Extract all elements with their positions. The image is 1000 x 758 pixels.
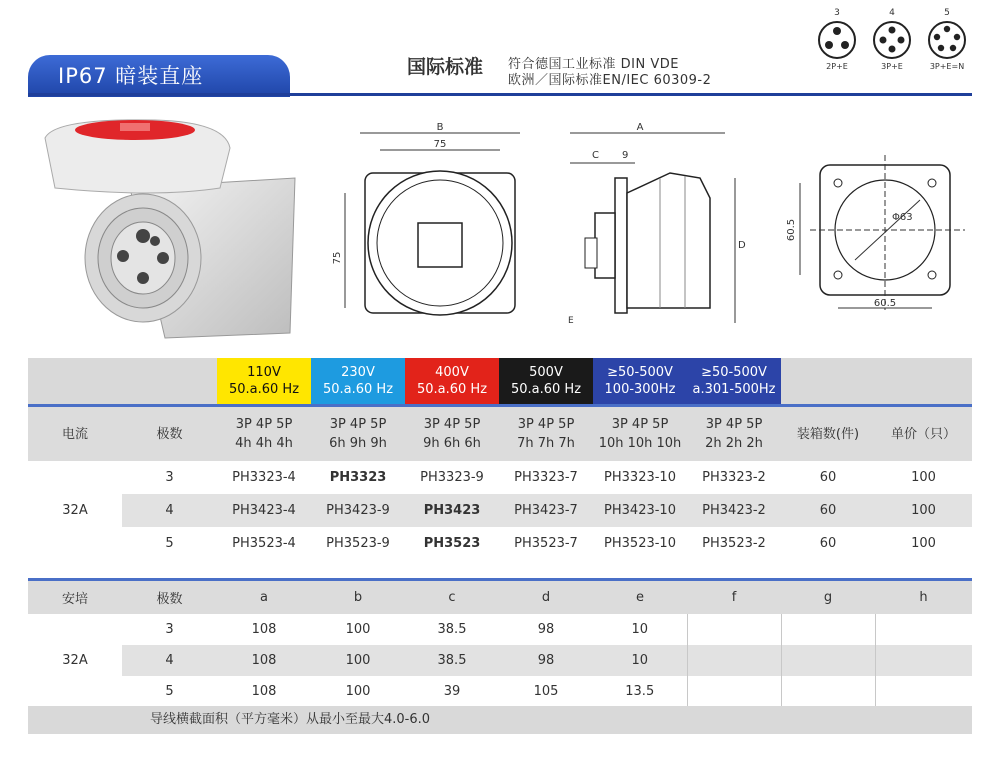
pin-label: 2P+E (826, 62, 848, 71)
dim-75-width-label: 75 (433, 139, 447, 150)
header-divider (28, 93, 972, 96)
dimension-cell (781, 645, 875, 676)
table-header-row (28, 581, 972, 614)
dimension-cell: 108 (251, 622, 277, 637)
frequency-label: 50.a.60 Hz (416, 382, 488, 397)
header-cell: 极数 (156, 592, 183, 607)
model-cell: PH3523-4 (232, 536, 296, 551)
model-cell: PH3523-2 (702, 536, 766, 551)
empty-cell (122, 358, 217, 404)
model-cell: PH3423-10 (604, 503, 676, 518)
voltage-cell-500v (499, 358, 593, 404)
voltage-label: 400V (435, 365, 469, 380)
pin-number: 4 (889, 8, 895, 18)
standard-line-1: 符合德国工业标准 DIN VDE (508, 57, 679, 72)
dimension-cell: 98 (537, 653, 555, 668)
dim-d-label: D (738, 240, 746, 251)
dimension-cell: 10 (631, 622, 649, 637)
voltage-cell-400v (405, 358, 499, 404)
dimension-cell (781, 676, 875, 707)
dimension-cell (875, 614, 972, 645)
model-cell: PH3523 (423, 536, 481, 551)
header-cell: g (823, 590, 833, 605)
model-cell: PH3423-7 (514, 503, 578, 518)
frequency-label: 50.a.60 Hz (228, 382, 300, 397)
socket-3pin-icon (817, 20, 857, 60)
table-row (28, 527, 972, 560)
poles-cell: 5 (165, 684, 174, 699)
header-cell: d (541, 590, 551, 605)
voltage-cell-50-500v-high (687, 358, 781, 404)
voltage-label: 230V (341, 365, 375, 380)
box-qty-cell: 60 (819, 470, 837, 485)
current-cell: 32A (28, 461, 122, 560)
table-row (28, 676, 972, 707)
page-title: IP67 暗装直座 (28, 55, 290, 97)
header-cell: 3P 4P 5P 7h 7h 7h (517, 417, 575, 451)
pin-label: 3P+E (881, 62, 903, 71)
voltage-label: ≥50-500V (701, 365, 767, 380)
poles-cell: 5 (165, 536, 174, 551)
model-cell: PH3523-9 (326, 536, 390, 551)
model-cell: PH3323 (329, 470, 387, 485)
voltage-cell-110v (217, 358, 311, 404)
dimension-cell (687, 645, 781, 676)
dimension-cell: 13.5 (625, 684, 655, 699)
header-cell: e (636, 590, 644, 605)
dim-b-label: B (436, 122, 444, 133)
header-cell: 极数 (156, 426, 183, 442)
table-header-row (28, 407, 972, 461)
dim-60-5-width-label: 60.5 (873, 298, 897, 309)
header-cell: h (919, 590, 928, 605)
voltage-cell-230v (311, 358, 405, 404)
dim-60-5-height-label: 60.5 (786, 218, 797, 242)
model-cell: PH3323-9 (420, 470, 484, 485)
voltage-row (28, 358, 972, 404)
dim-c-label: C (592, 150, 599, 161)
dimension-cell: 38.5 (437, 622, 467, 637)
frequency-label: 50.a.60 Hz (322, 382, 394, 397)
socket-4pin-icon (872, 20, 912, 60)
header-cell: 3P 4P 5P 4h 4h 4h (235, 417, 293, 451)
frequency-label: 100-300Hz (604, 382, 676, 397)
header-cell: 装箱数(件) (796, 426, 860, 442)
poles-cell: 4 (165, 503, 174, 518)
header-cell: 单价（只） (890, 426, 956, 442)
dimension-table (28, 578, 972, 707)
dimension-cell: 100 (345, 684, 371, 699)
dimension-cell (781, 614, 875, 645)
pin-label: 3P+E=N (929, 62, 965, 71)
model-cell: PH3523-7 (514, 536, 578, 551)
dim-9-label: 9 (622, 150, 629, 161)
model-cell: PH3323-10 (604, 470, 676, 485)
model-cell: PH3423 (423, 503, 481, 518)
table-row (28, 494, 972, 527)
dimension-cell: 10 (631, 653, 649, 668)
header-cell: f (731, 590, 737, 605)
header-cell: 3P 4P 5P 9h 6h 6h (423, 417, 481, 451)
model-cell: PH3323-2 (702, 470, 766, 485)
standard-title: 国际标准 (407, 56, 484, 78)
dim-75-height-label: 75 (332, 251, 343, 265)
model-cell: PH3423-4 (232, 503, 296, 518)
dimension-cell: 100 (345, 653, 371, 668)
voltage-label: 500V (529, 365, 563, 380)
dimension-cell: 38.5 (437, 653, 467, 668)
price-cell: 100 (911, 503, 936, 518)
dimension-cell: 100 (345, 622, 371, 637)
poles-cell: 3 (165, 470, 174, 485)
dimension-cell: 39 (443, 684, 461, 699)
model-cell: PH3323-7 (514, 470, 578, 485)
frequency-label: 50.a.60 Hz (510, 382, 582, 397)
box-qty-cell: 60 (819, 536, 837, 551)
frequency-label: a.301-500Hz (692, 382, 776, 397)
dimension-cell (687, 614, 781, 645)
header (0, 0, 1000, 100)
table-row (28, 461, 972, 494)
header-cell: b (353, 590, 363, 605)
model-cell: PH3323-4 (232, 470, 296, 485)
price-cell: 100 (911, 536, 936, 551)
dimension-cell: 105 (533, 684, 559, 699)
empty-cell (28, 358, 122, 404)
poles-cell: 4 (165, 653, 174, 668)
dimension-cell (875, 676, 972, 707)
model-cell: PH3423-2 (702, 503, 766, 518)
dimension-cell: 98 (537, 622, 555, 637)
poles-cell: 3 (165, 622, 174, 637)
model-table (28, 358, 972, 560)
header-cell: 3P 4P 5P 6h 9h 9h (329, 417, 387, 451)
empty-cell (781, 358, 875, 404)
dimension-cell: 108 (251, 653, 277, 668)
wire-section-note: 导线横截面积（平方毫米）从最小至最大4.0-6.0 (28, 706, 972, 734)
dim-a-label: A (636, 122, 644, 133)
dimension-cell (687, 676, 781, 707)
model-cell: PH3523-10 (604, 536, 676, 551)
dim-e-label: E (568, 316, 574, 326)
side-view-drawing (560, 118, 760, 330)
pin-diagram-5 (922, 8, 972, 71)
header-cell: 安培 (61, 592, 88, 607)
price-cell: 100 (911, 470, 936, 485)
voltage-label: 110V (247, 365, 281, 380)
pin-number: 5 (944, 8, 950, 18)
pin-diagram-4 (867, 8, 917, 71)
table-row (28, 614, 972, 645)
current-cell: 32A (28, 614, 122, 707)
standard-line-2: 欧洲／国际标准EN/IEC 60309-2 (508, 73, 712, 88)
voltage-cell-50-500v-low (593, 358, 687, 404)
socket-5pin-icon (927, 20, 967, 60)
header-cell: a (260, 590, 268, 605)
header-cell: c (448, 590, 456, 605)
table-row (28, 645, 972, 676)
product-photo (35, 118, 305, 343)
back-view-drawing (780, 150, 970, 325)
empty-cell (875, 358, 972, 404)
dimension-cell: 108 (251, 684, 277, 699)
pin-number: 3 (834, 8, 840, 18)
header-cell: 电流 (61, 426, 88, 442)
voltage-label: ≥50-500V (607, 365, 673, 380)
header-cell: 3P 4P 5P 10h 10h 10h (598, 417, 682, 451)
model-cell: PH3423-9 (326, 503, 390, 518)
header-cell: 3P 4P 5P 2h 2h 2h (705, 417, 763, 451)
box-qty-cell: 60 (819, 503, 837, 518)
pin-diagrams (812, 8, 977, 93)
pin-diagram-3 (812, 8, 862, 71)
front-view-drawing (330, 118, 550, 330)
dim-diameter-label: Φ63 (892, 212, 913, 223)
dimension-cell (875, 645, 972, 676)
